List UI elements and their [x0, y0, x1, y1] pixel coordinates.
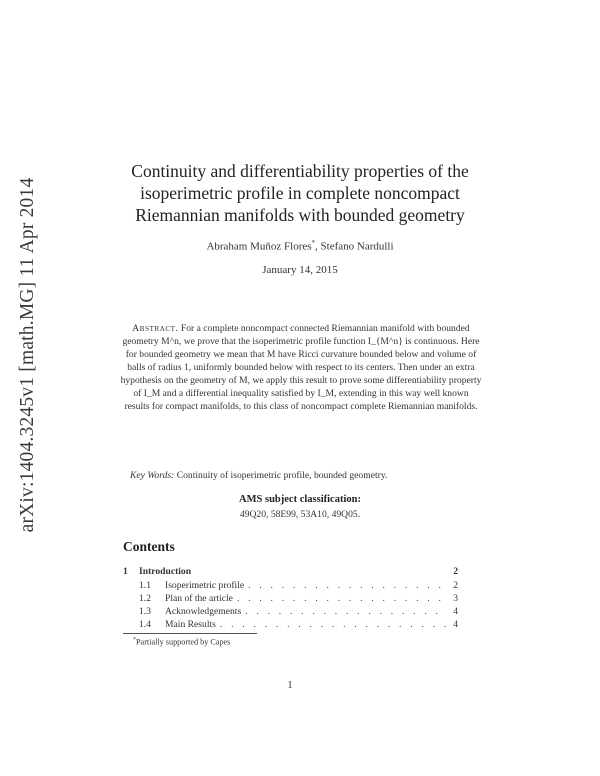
toc-entry-title: Main Results — [165, 619, 216, 630]
paper-date: January 14, 2015 — [262, 264, 338, 276]
arxiv-identifier-stamp — [10, 170, 46, 540]
toc-entry[interactable] — [123, 579, 458, 592]
toc-entry-number: 1.1 — [139, 580, 151, 591]
title-line: isoperimetric profile in complete noncompact — [140, 183, 460, 203]
toc-entry-title: Plan of the article — [165, 593, 233, 604]
footnote-text: Partially supported by Capes — [136, 637, 231, 647]
author-separator: , — [315, 240, 321, 253]
toc-entry-page: 4 — [453, 606, 458, 617]
toc-entry[interactable] — [123, 618, 458, 631]
footnote-rule — [123, 633, 257, 634]
toc-entry-page: 3 — [453, 593, 458, 604]
toc-entry[interactable] — [123, 565, 458, 578]
abstract-label: Abstract. — [132, 323, 179, 334]
author-first: Abraham Muñoz Flores — [206, 240, 312, 253]
toc-entry[interactable] — [123, 605, 458, 618]
author-footnote-mark: * — [311, 239, 316, 247]
title-line: Riemannian manifolds with bounded geometry — [135, 205, 465, 225]
toc-leader-dots — [220, 618, 446, 631]
contents-heading: Contents — [123, 539, 175, 554]
toc-entry-number: 1.3 — [139, 606, 151, 617]
toc-entry[interactable] — [123, 592, 458, 605]
toc-entry-title: Isoperimetric profile — [165, 580, 245, 591]
keywords — [130, 470, 490, 481]
ams-classification-codes: 49Q20, 58E99, 53A10, 49Q05. — [239, 509, 361, 520]
keywords-label: Key Words: — [130, 470, 175, 481]
arxiv-identifier-text: arXiv:1404.3245v1 [math.MG] 11 Apr 2014 — [17, 177, 38, 533]
page-number: 1 — [287, 680, 293, 691]
toc-leader-dots — [237, 592, 446, 605]
toc-entry-page: 4 — [453, 619, 458, 630]
ams-classification-heading: AMS subject classification: — [239, 494, 361, 505]
toc-entry-number: 1.2 — [139, 593, 151, 604]
abstract — [120, 322, 482, 413]
table-of-contents — [123, 565, 458, 631]
author-list — [110, 239, 490, 253]
toc-leader-dots — [248, 579, 446, 592]
toc-entry-title: Introduction — [139, 566, 192, 577]
title-line: Continuity and differentiability properties of the — [131, 161, 469, 181]
toc-entry-title: Acknowledgements — [165, 606, 242, 617]
footnote-mark: * — [133, 637, 136, 643]
footnote — [133, 637, 230, 647]
paper-title — [110, 160, 490, 226]
toc-entry-page: 2 — [453, 566, 458, 577]
author-second: Stefano Nardulli — [320, 240, 394, 253]
abstract-text: For a complete noncompact connected Riemannian manifold with bounded geometry M^n, we prove that the isoperimetric profile function I_{M^n} is continuous. Here for bounded geometry we mean that M have Ricci curvature bounded below and volume of balls of radius 1, uniformly bounded below with respect to its centers. Then under an extra hypothesis on the geometry of M, we apply this result to prove some differentiability property of I_M and a differential inequality satisfied by I_M, extending in this way well known results for compact manifolds, to this class of noncompact complete Riemannian manifolds. — [120, 323, 482, 412]
toc-leader-dots — [245, 605, 446, 618]
keywords-text: Continuity of isoperimetric profile, bounded geometry. — [174, 470, 388, 481]
toc-entry-number: 1.4 — [139, 619, 151, 630]
toc-entry-number: 1 — [123, 566, 128, 577]
toc-entry-page: 2 — [453, 580, 458, 591]
